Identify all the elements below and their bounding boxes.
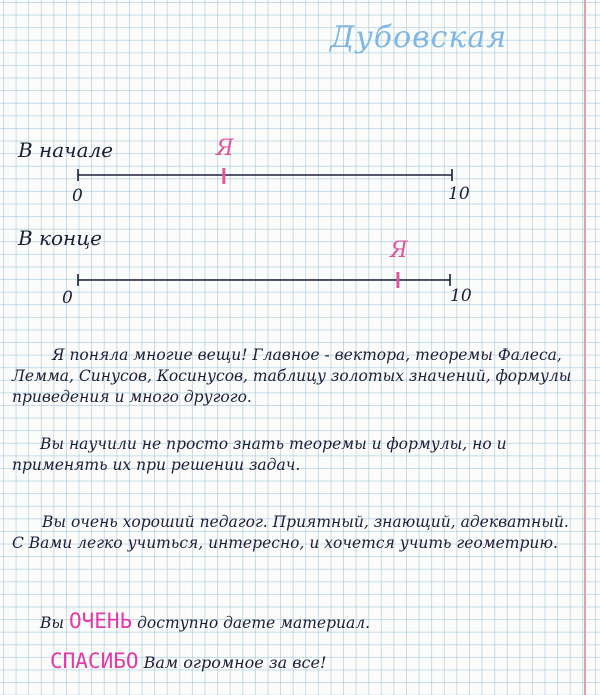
accessible-highlight: ОЧЕНЬ <box>68 609 133 633</box>
scale-end-min-label: 0 <box>62 288 73 308</box>
scale-end-marker-label: Я <box>389 238 408 263</box>
scale-start-marker-label: Я <box>215 136 234 161</box>
scale-end-label: В конце <box>18 226 103 250</box>
thanks-after: Вам огромное за все! <box>143 653 327 672</box>
scale-start-min-label: 0 <box>72 186 83 206</box>
paragraph-understood: Я поняла многие вещи! Главное - вектора, теоремы Фалеса, Лемма, Синусов, Косинусов, таблицу золотых значений, формулы приведения и много другого. <box>12 346 572 406</box>
scale-end <box>78 272 450 288</box>
paragraph-thanks <box>50 651 600 673</box>
accessible-before: Вы <box>40 614 65 632</box>
scale-start-label: В начале <box>18 138 114 162</box>
scale-start-max-label: 10 <box>448 184 470 204</box>
paragraph-accessible <box>40 611 600 634</box>
scale-start <box>78 168 452 184</box>
signature: Дубовская <box>330 20 508 55</box>
paragraph-teacher: Вы очень хороший педагог. Приятный, знающий, адекватный. С Вами легко учиться, интересно, и хочется учить геометрию. <box>12 513 569 552</box>
accessible-after: доступно даете материал. <box>137 614 371 632</box>
scale-end-max-label: 10 <box>450 286 472 306</box>
paragraph-taught: Вы научили не просто знать теоремы и формулы, но и применять их при решении задач. <box>12 435 507 474</box>
thanks-highlight: СПАСИБО <box>50 649 139 673</box>
